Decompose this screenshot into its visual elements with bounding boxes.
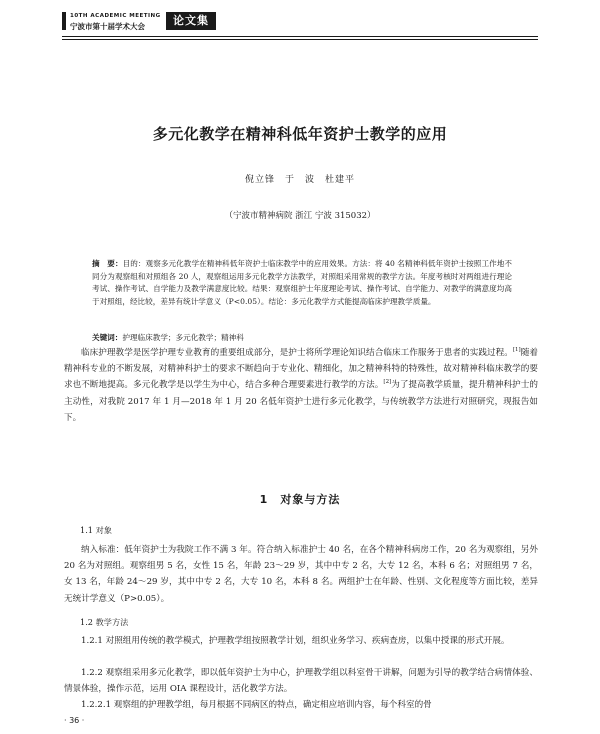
subsection-heading-1-1: 1.1 对象 — [80, 525, 112, 535]
page-number: · 36 · — [64, 716, 85, 725]
header-rule-thin — [62, 39, 538, 40]
header-chinese-title: 宁波市第十届学术大会 — [70, 22, 145, 31]
header-proceedings-box: 论文集 — [166, 12, 216, 30]
citation-2: [2] — [383, 379, 392, 386]
keywords-label: 关键词： — [92, 333, 123, 342]
header-rule-thick — [62, 36, 538, 37]
header-english-title: 10TH ACADEMIC MEETING — [70, 13, 161, 19]
header-logo-bar — [62, 12, 66, 30]
intro-text-1: 临床护理教学是医学护理专业教育的重要组成部分，是护士将所学理论知识结合临床工作服务于患者的实践过程。 — [81, 348, 513, 358]
paragraph-subjects: 纳入标准：低年资护士为我院工作不满 3 年。符合纳入标准护士 40 名，在各个精神科病房工作，20 名为观察组，另外 20 名为对照组。观察组男 5 名，女性 15 名，年龄 23～29 岁，其中中专 2 名，大专 12 名，本科 6 名；对照组男 7 名，女 13 名，年龄 24～29 岁，其中中专 2 名，大专 10 名，本科 8 名。两组护士在年龄、性别、文化程度等方面比较，差异无统计学意义（P>0.05）。 — [64, 545, 538, 604]
intro-text-3: 为了提高教学质量，提升精神科护士的主动性，对我院 2017 年 1 月—2018 年 1 月 20 名低年资护士进行多元化教学，与传统教学方法进行对照研究，现报告如下。 — [64, 380, 538, 423]
intro-text-2: 随着精神科专业的不断发展，对精神科护士的要求不断趋向于专业化、精细化，加之精神科特的特殊性，故对精神科临床教学的要求也不断地提高。多元化教学是以学生为中心，结合多种合理要素进行教学的方法。 — [64, 348, 538, 391]
citation-1: [1] — [512, 347, 521, 354]
section-heading-methods: 1 对象与方法 — [259, 493, 341, 506]
affiliation: （宁波市精神病院 浙江 宁波 315032） — [224, 211, 376, 221]
abstract-text: 目的：观察多元化教学在精神科低年资护士临床教学中的应用效果。方法：将 40 名精神科低年资护士按照工作地不同分为观察组和对照组各 20 人，观察组运用多元化教学方法教学，对照组采用常规的教学方法。年度考核时对两组进行理论考试、操作考试、自学能力及教学满意度比较。结果：观察组护士年度理论考试、操作考试、自学能力、对教学的满意度均高于对照组，经比较，差异有统计学意义（P<0.05）。结论：多元化教学方式能提高临床护理教学质量。 — [92, 259, 512, 306]
paragraph-1-2-1: 1.2.1 对照组用传统的教学模式，护理教学组按照教学计划，组织业务学习、疾病查房，以集中授课的形式开展。 — [81, 636, 510, 646]
intro-paragraph — [64, 345, 538, 426]
journal-header — [62, 12, 538, 52]
paper-title: 多元化教学在精神科低年资护士教学的应用 — [152, 125, 448, 143]
subsection-heading-1-2: 1.2 教学方法 — [80, 617, 129, 627]
authors: 倪立锋 于 波 杜建平 — [244, 175, 355, 185]
keywords — [92, 332, 512, 343]
paragraph-1-2-2-1: 1.2.2.1 观察组的护理教学组，每月根据不同病区的特点，确定相应培训内容，每个科室的骨 — [81, 700, 432, 710]
abstract-label: 摘 要： — [92, 259, 123, 268]
paragraph-1-2-2: 1.2.2 观察组采用多元化教学，即以低年资护士为中心，护理教学组以科室骨干讲解，问题为引导的教学结合病情体验、情景体验，操作示范，运用 OIA 课程设计，活化教学方法。 — [64, 668, 538, 695]
abstract — [92, 258, 512, 308]
keywords-text: 护理临床教学；多元化教学；精神科 — [122, 333, 244, 342]
